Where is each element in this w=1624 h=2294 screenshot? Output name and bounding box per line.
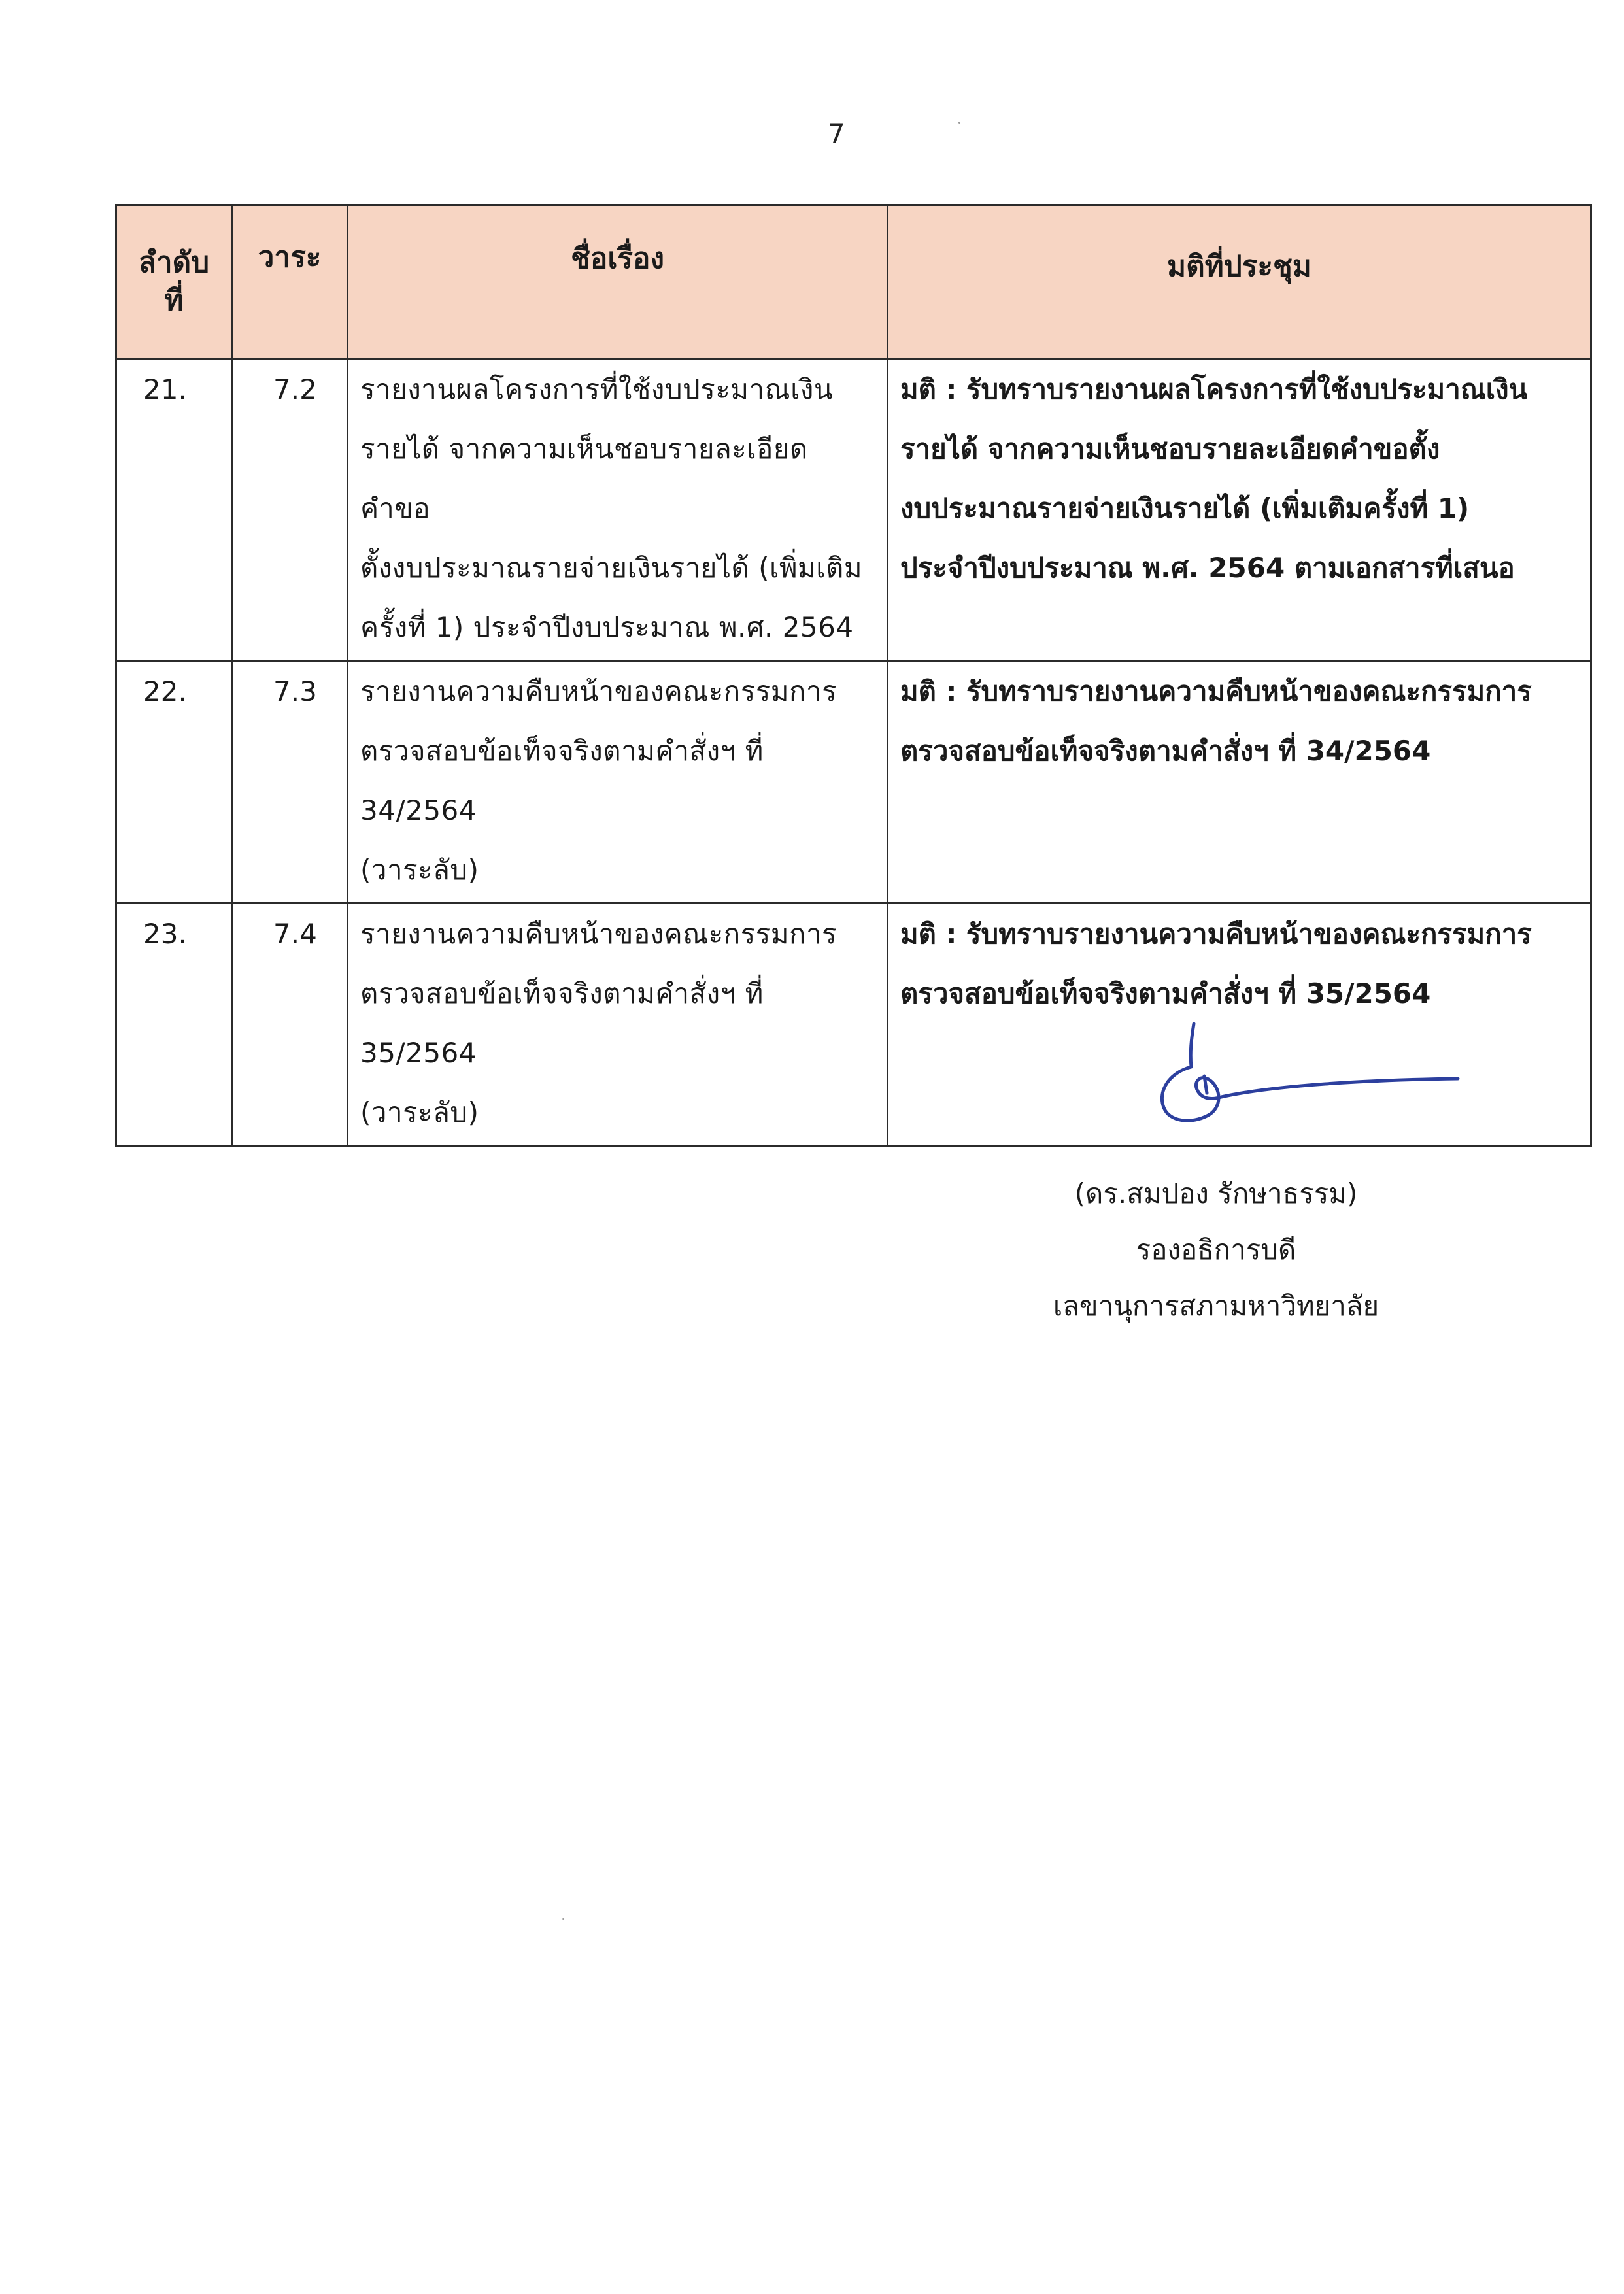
title-line: ตรวจสอบข้อเท็จจริงตามคำสั่งฯ ที่ 34/2564 <box>360 735 764 826</box>
title-line: ครั้งที่ 1) ประจำปีงบประมาณ พ.ศ. 2564 <box>360 611 854 643</box>
title-line: ตั้งงบประมาณรายจ่ายเงินรายได้ (เพิ่มเติม <box>360 552 863 584</box>
header-resolution: มติที่ประชุม <box>888 205 1591 359</box>
resolution-line: ตรวจสอบข้อเท็จจริงตามคำสั่งฯ ที่ 34/2564 <box>900 735 1431 767</box>
cell-title <box>348 903 888 1146</box>
cell-agenda-item: 7.3 <box>232 661 348 903</box>
title-line: (วาระลับ) <box>360 1096 479 1128</box>
table-header <box>116 205 1591 359</box>
header-row <box>116 205 1591 359</box>
title-line: รายได้ จากความเห็นชอบรายละเอียดคำขอ <box>360 433 808 524</box>
scan-speck <box>562 1918 564 1920</box>
signatory-name: (ดร.สมปอง รักษาธรรม) <box>1074 1177 1358 1209</box>
resolution-line: งบประมาณรายจ่ายเงินรายได้ (เพิ่มเติมครั้งที่ 1) <box>900 492 1470 524</box>
header-title: ชื่อเรื่อง <box>348 205 888 359</box>
header-sequence-line1: ลำดับ <box>138 246 210 279</box>
resolution-line: รายได้ จากความเห็นชอบรายละเอียดคำขอตั้ง <box>900 433 1440 465</box>
table-row <box>116 359 1591 661</box>
title-line: (วาระลับ) <box>360 854 479 886</box>
title-line: ตรวจสอบข้อเท็จจริงตามคำสั่งฯ ที่ 35/2564 <box>360 977 764 1069</box>
resolution-line: มติ : รับทราบรายงานความคืบหน้าของคณะกรรมการ <box>900 918 1532 950</box>
title-line: รายงานความคืบหน้าของคณะกรรมการ <box>360 918 837 950</box>
resolution-line: ประจำปีงบประมาณ พ.ศ. 2564 ตามเอกสารที่เสนอ <box>900 552 1515 584</box>
scan-speck <box>958 122 960 124</box>
cell-title <box>348 661 888 903</box>
signatory-position: รองอธิการบดี <box>1136 1234 1296 1266</box>
resolution-line: มติ : รับทราบรายงานผลโครงการที่ใช้งบประมาณเงิน <box>900 373 1528 405</box>
resolution-line: ตรวจสอบข้อเท็จจริงตามคำสั่งฯ ที่ 35/2564 <box>900 977 1431 1009</box>
header-agenda-item: วาระ <box>232 205 348 359</box>
table-row <box>116 661 1591 903</box>
signatory-role: เลขานุการสภามหาวิทยาลัย <box>1053 1290 1379 1322</box>
header-sequence-line2: ที่ <box>164 284 184 317</box>
cell-sequence: 23. <box>116 903 232 1146</box>
title-line: รายงานความคืบหน้าของคณะกรรมการ <box>360 675 837 707</box>
cell-agenda-item: 7.2 <box>232 359 348 661</box>
cell-resolution <box>888 661 1591 903</box>
resolution-line: มติ : รับทราบรายงานความคืบหน้าของคณะกรรมการ <box>900 675 1532 707</box>
cell-resolution <box>888 359 1591 661</box>
cell-sequence: 21. <box>116 359 232 661</box>
cell-sequence: 22. <box>116 661 232 903</box>
page-number: 7 <box>828 118 845 150</box>
cell-agenda-item: 7.4 <box>232 903 348 1146</box>
agenda-table <box>115 204 1592 1147</box>
title-line: รายงานผลโครงการที่ใช้งบประมาณเงิน <box>360 373 834 405</box>
header-sequence <box>116 205 232 359</box>
handwritten-signature <box>1131 1020 1471 1151</box>
cell-title <box>348 359 888 661</box>
